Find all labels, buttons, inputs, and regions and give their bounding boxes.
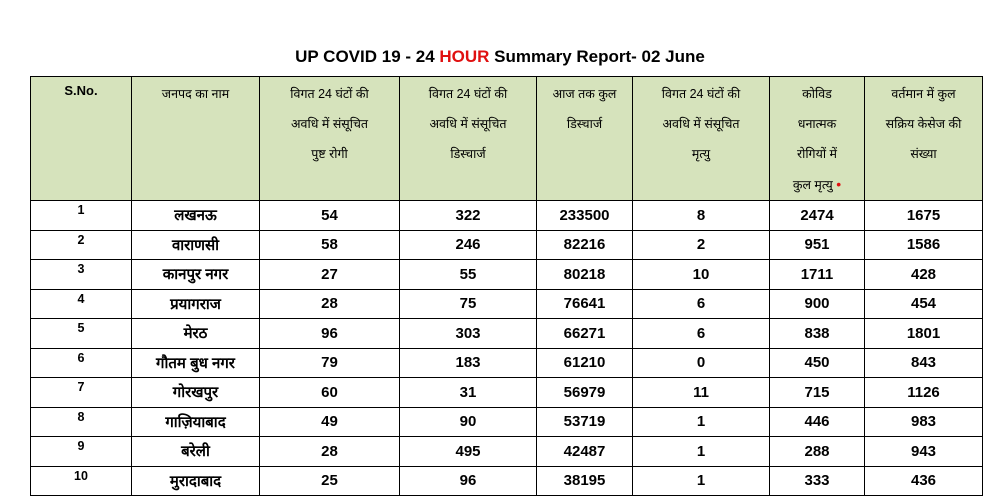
header-line: डिस्चार्ज	[450, 147, 486, 161]
cell-discharge24: 246	[400, 230, 537, 260]
red-dot-icon: •	[836, 176, 842, 192]
title-highlight: HOUR	[439, 47, 490, 66]
header-line: वर्तमान में कुल	[891, 87, 956, 101]
header-line: मृत्यु	[691, 147, 711, 161]
cell-sno: 6	[31, 348, 132, 378]
table-header	[31, 77, 983, 201]
cell-district: गोरखपुर	[132, 378, 260, 408]
cell-district: बरेली	[132, 437, 260, 467]
report-title	[0, 47, 1000, 67]
cell-district: प्रयागराज	[132, 289, 260, 319]
table-row	[31, 201, 983, 231]
cell-deaths24: 10	[633, 260, 770, 290]
cell-sno: 10	[31, 466, 132, 496]
header-line: विगत 24 घंटों की	[428, 87, 508, 101]
cell-active: 943	[865, 437, 983, 467]
header-line: अवधि में संसूचित	[429, 117, 507, 131]
cell-total-discharge: 38195	[537, 466, 633, 496]
cell-active: 436	[865, 466, 983, 496]
cell-total-discharge: 233500	[537, 201, 633, 231]
header-active	[865, 77, 983, 201]
cell-active: 843	[865, 348, 983, 378]
cell-total-deaths: 450	[770, 348, 865, 378]
table-row	[31, 319, 983, 349]
header-line: धनात्मक	[797, 117, 837, 131]
cell-total-discharge: 82216	[537, 230, 633, 260]
header-district	[132, 77, 260, 201]
cell-sno: 5	[31, 319, 132, 349]
cell-sno: 3	[31, 260, 132, 290]
cell-deaths24: 11	[633, 378, 770, 408]
cell-deaths24: 8	[633, 201, 770, 231]
table-row	[31, 230, 983, 260]
cell-sno: 4	[31, 289, 132, 319]
table-row	[31, 289, 983, 319]
table-row	[31, 378, 983, 408]
cell-cases24: 28	[260, 437, 400, 467]
header-line: सक्रिय केसेज की	[885, 117, 962, 131]
header-district-line: जनपद का नाम	[161, 87, 230, 101]
header-line: कुल मृत्यु	[792, 178, 833, 192]
header-line-last	[770, 169, 864, 200]
cell-active: 1126	[865, 378, 983, 408]
header-line: रोगियों में	[796, 147, 838, 161]
header-total-deaths	[770, 77, 865, 201]
table-row	[31, 407, 983, 437]
cell-discharge24: 183	[400, 348, 537, 378]
cell-total-deaths: 333	[770, 466, 865, 496]
table-row	[31, 437, 983, 467]
title-suffix: Summary Report- 02 June	[489, 47, 705, 66]
cell-active: 983	[865, 407, 983, 437]
header-line: पुष्ट रोगी	[311, 147, 348, 161]
header-total-discharge	[537, 77, 633, 201]
title-prefix: UP COVID 19 - 24	[295, 47, 440, 66]
cell-sno: 2	[31, 230, 132, 260]
cell-total-deaths: 951	[770, 230, 865, 260]
cell-total-deaths: 900	[770, 289, 865, 319]
header-line: आज तक कुल	[552, 87, 617, 101]
cell-total-discharge: 53719	[537, 407, 633, 437]
cell-district: कानपुर नगर	[132, 260, 260, 290]
cell-total-discharge: 42487	[537, 437, 633, 467]
cell-discharge24: 303	[400, 319, 537, 349]
header-cases24	[260, 77, 400, 201]
cell-deaths24: 1	[633, 437, 770, 467]
header-sno: S.No.	[31, 77, 132, 201]
cell-total-deaths: 2474	[770, 201, 865, 231]
cell-deaths24: 1	[633, 407, 770, 437]
cell-total-discharge: 80218	[537, 260, 633, 290]
header-line: विगत 24 घंटों की	[661, 87, 741, 101]
cell-district: मुरादाबाद	[132, 466, 260, 496]
cell-total-deaths: 446	[770, 407, 865, 437]
cell-discharge24: 90	[400, 407, 537, 437]
cell-district: लखनऊ	[132, 201, 260, 231]
cell-active: 428	[865, 260, 983, 290]
header-discharge24	[400, 77, 537, 201]
cell-total-deaths: 1711	[770, 260, 865, 290]
cell-sno: 9	[31, 437, 132, 467]
header-line: अवधि में संसूचित	[662, 117, 740, 131]
cell-total-deaths: 838	[770, 319, 865, 349]
cell-deaths24: 2	[633, 230, 770, 260]
cell-district: गाज़ियाबाद	[132, 407, 260, 437]
cell-deaths24: 0	[633, 348, 770, 378]
cell-total-discharge: 76641	[537, 289, 633, 319]
cell-active: 454	[865, 289, 983, 319]
cell-discharge24: 75	[400, 289, 537, 319]
cell-cases24: 79	[260, 348, 400, 378]
cell-cases24: 54	[260, 201, 400, 231]
cell-total-discharge: 56979	[537, 378, 633, 408]
cell-district: वाराणसी	[132, 230, 260, 260]
cell-active: 1801	[865, 319, 983, 349]
cell-cases24: 28	[260, 289, 400, 319]
cell-district: मेरठ	[132, 319, 260, 349]
table-body	[31, 201, 983, 496]
cell-discharge24: 31	[400, 378, 537, 408]
cell-deaths24: 6	[633, 289, 770, 319]
cell-deaths24: 6	[633, 319, 770, 349]
header-line: संख्या	[910, 147, 937, 161]
header-line: अवधि में संसूचित	[290, 117, 369, 131]
cell-discharge24: 322	[400, 201, 537, 231]
cell-discharge24: 495	[400, 437, 537, 467]
cell-cases24: 49	[260, 407, 400, 437]
cell-sno: 1	[31, 201, 132, 231]
cell-cases24: 60	[260, 378, 400, 408]
cell-sno: 8	[31, 407, 132, 437]
cell-cases24: 25	[260, 466, 400, 496]
cell-cases24: 58	[260, 230, 400, 260]
header-line: कोविड	[802, 87, 832, 101]
cell-cases24: 96	[260, 319, 400, 349]
table-row	[31, 260, 983, 290]
cell-district: गौतम बुध नगर	[132, 348, 260, 378]
cell-active: 1675	[865, 201, 983, 231]
cell-discharge24: 96	[400, 466, 537, 496]
cell-sno: 7	[31, 378, 132, 408]
header-deaths24	[633, 77, 770, 201]
summary-table	[30, 76, 983, 496]
cell-deaths24: 1	[633, 466, 770, 496]
cell-total-deaths: 288	[770, 437, 865, 467]
table-row	[31, 466, 983, 496]
table-row	[31, 348, 983, 378]
cell-total-discharge: 66271	[537, 319, 633, 349]
cell-total-deaths: 715	[770, 378, 865, 408]
cell-active: 1586	[865, 230, 983, 260]
header-line: विगत 24 घंटों की	[290, 87, 369, 101]
cell-discharge24: 55	[400, 260, 537, 290]
cell-total-discharge: 61210	[537, 348, 633, 378]
header-line: डिस्चार्ज	[566, 117, 603, 131]
cell-cases24: 27	[260, 260, 400, 290]
